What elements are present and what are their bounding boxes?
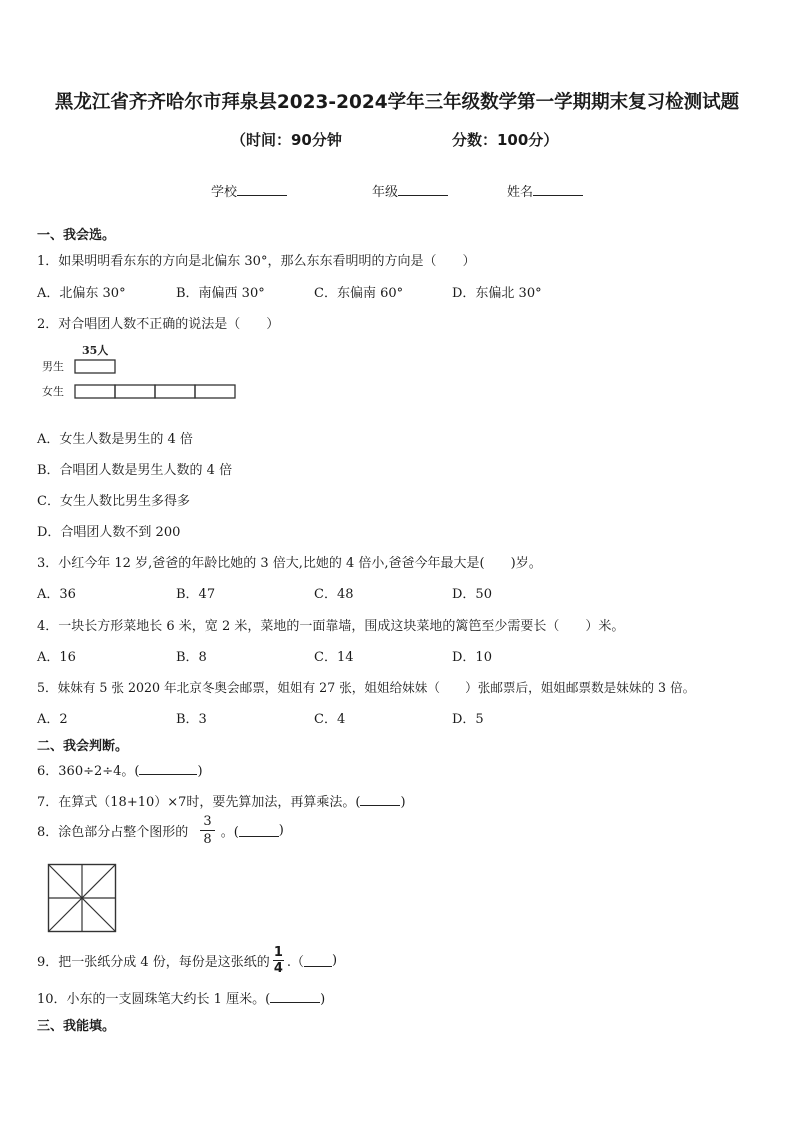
q1-text: 1．如果明明看东东的方向是北偏东 30°，那么东东看明明的方向是（ ）	[37, 254, 476, 269]
q3-option-a: A．36	[37, 587, 76, 602]
school-label: 学校	[211, 185, 238, 200]
q2-option-a: A．女生人数是男生的 4 倍	[37, 432, 193, 447]
q5-option-a: A．2	[37, 712, 68, 727]
q2-text: 2．对合唱团人数不正确的说法是（ ）	[37, 317, 280, 332]
name-label: 姓名	[507, 185, 534, 200]
school-blank	[237, 183, 287, 196]
q8-text: 8．涂色部分占整个图形的	[37, 825, 189, 840]
q2-option-b: B．合唱团人数是男生人数的 4 倍	[37, 463, 233, 478]
girl-bar-segment	[115, 385, 155, 398]
q9-post: .（	[286, 955, 304, 970]
q7-answer-blank[interactable]	[360, 793, 400, 806]
section2-heading: 二、我会判断。	[37, 739, 129, 754]
q10-close: )	[320, 992, 326, 1007]
q9-answer-blank[interactable]	[304, 954, 332, 967]
grade-field	[372, 181, 448, 200]
q8-numerator: 3	[200, 815, 214, 831]
exam-title: 黑龙江省齐齐哈尔市拜泉县2023-2024学年三年级数学第一学期期末复习检测试题	[54, 92, 740, 113]
q1-option-a: A．北偏东 30°	[37, 286, 126, 301]
q3-option-d: D．50	[452, 587, 492, 602]
girl-bar-segment	[75, 385, 115, 398]
q7-line	[37, 791, 406, 810]
q6-close: )	[197, 764, 203, 779]
q8-post: 。(	[220, 825, 239, 840]
q8-line	[37, 815, 284, 846]
q8-square-figure	[47, 863, 117, 933]
grade-blank	[398, 183, 448, 196]
q9-fraction	[273, 946, 284, 975]
q5-option-c: C．4	[314, 712, 346, 727]
q3-option-c: C．48	[314, 587, 354, 602]
q9-close: )	[332, 953, 338, 968]
exam-time: （时间：90分钟	[231, 131, 342, 149]
name-blank	[533, 183, 583, 196]
q4-option-b: B．8	[176, 650, 207, 665]
q2-bar-figure	[40, 340, 245, 402]
q3-option-b: B．47	[176, 587, 216, 602]
q4-option-c: C．14	[314, 650, 354, 665]
boy-bar	[75, 360, 115, 373]
section3-heading: 三、我能填。	[37, 1019, 116, 1034]
grade-label: 年级	[372, 185, 399, 200]
girl-row-label: 女生	[42, 385, 64, 398]
q1-option-c: C．东偏南 60°	[314, 286, 404, 301]
q9-denominator: 4	[273, 961, 283, 976]
q8-answer-blank[interactable]	[239, 824, 279, 837]
q8-denominator: 8	[203, 832, 212, 847]
q6-text: 6．360÷2÷4。(	[37, 764, 140, 779]
q7-text: 7．在算式（18+10）×7时，要先算加法，再算乘法。(	[37, 795, 361, 810]
q1-option-b: B．南偏西 30°	[176, 286, 265, 301]
q9-numerator: 1	[273, 945, 283, 960]
name-field	[507, 181, 583, 200]
q4-text: 4．一块长方形菜地长 6 米，宽 2 米，菜地的一面靠墙，围成这块菜地的篱笆至少需要长（ ）米。	[37, 619, 625, 634]
q9-line	[37, 946, 337, 975]
q3-text: 3．小红今年 12 岁,爸爸的年龄比她的 3 倍大,比她的 4 倍小,爸爸今年最大是( )岁。	[37, 556, 542, 571]
school-field	[211, 181, 287, 200]
q4-option-d: D．10	[452, 650, 492, 665]
q6-answer-blank[interactable]	[139, 762, 197, 775]
q10-answer-blank[interactable]	[270, 990, 320, 1003]
q1-option-d: D．东偏北 30°	[452, 286, 542, 301]
boy-count-label: 35人	[82, 344, 109, 357]
q10-text: 10．小东的一支圆珠笔大约长 1 厘米。(	[37, 992, 271, 1007]
q7-close: )	[400, 795, 406, 810]
q5-text: 5．妹妹有 5 张 2020 年北京冬奥会邮票，姐姐有 27 张，姐姐给妹妹（ ）张邮票后，姐姐邮票数是妹妹的 3 倍。	[37, 680, 696, 695]
q5-option-b: B．3	[176, 712, 207, 727]
boy-row-label: 男生	[42, 360, 64, 373]
q10-line	[37, 988, 325, 1007]
q4-option-a: A．16	[37, 650, 76, 665]
q2-option-d: D．合唱团人数不到 200	[37, 525, 181, 540]
q2-option-c: C．女生人数比男生多得多	[37, 494, 190, 509]
q5-option-d: D．5	[452, 712, 484, 727]
q9-text: 9．把一张纸分成 4 份，每份是这张纸的	[37, 955, 270, 970]
exam-score: 分数：100分）	[452, 131, 559, 149]
girl-bar-segment	[155, 385, 195, 398]
q8-fraction	[200, 815, 214, 846]
section1-heading: 一、我会选。	[37, 228, 116, 243]
q8-close: )	[278, 823, 284, 838]
girl-bar-segment	[195, 385, 235, 398]
q6-line	[37, 760, 203, 779]
